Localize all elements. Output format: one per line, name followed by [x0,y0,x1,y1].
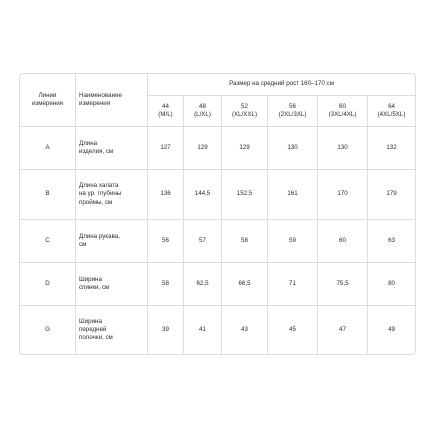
table-cell: 130 [318,127,368,170]
row-label: G [20,306,76,354]
table-cell: 58 [148,263,184,306]
table-cell: 60 [318,220,368,263]
table-cell: 63 [368,220,415,263]
table-cell: 56 [148,220,184,263]
row-name: Длина рукава, см [76,220,148,263]
row-label: A [20,127,76,170]
header-size-44: 44 (M/L) [148,96,184,127]
table-cell: 80 [368,263,415,306]
table-cell: 57 [184,220,222,263]
table-cell: 179 [368,170,415,220]
table-cell: 136 [148,170,184,220]
table-cell: 130 [268,127,318,170]
table-row [20,306,415,354]
table-cell: 170 [318,170,368,220]
size-table [19,73,416,355]
table-cell: 45 [268,306,318,354]
row-label: B [20,170,76,220]
row-label: C [20,220,76,263]
table-cell: 75,5 [318,263,368,306]
header-measurement-lines: Линии измерения [20,74,76,127]
table-cell: 47 [318,306,368,354]
table-cell: 71 [268,263,318,306]
row-name: Длина изделия, см [76,127,148,170]
row-name: Длина халата на ур. глубины проймы, см [76,170,148,220]
table-row [20,263,415,306]
header-size-56: 56 (2XL/3XL) [268,96,318,127]
table-row [20,170,415,220]
header-size-52: 52 (XL/XXL) [222,96,268,127]
table-row [20,127,415,170]
header-measurement-name: Наименование измерения [76,74,148,127]
row-label: D [20,263,76,306]
table-row [20,220,415,263]
row-name: Ширина спинки, см [76,263,148,306]
table-cell: 58 [222,220,268,263]
table-cell: 66,5 [222,263,268,306]
table-cell: 132 [368,127,415,170]
table-cell: 127 [148,127,184,170]
table-cell: 62,5 [184,263,222,306]
table-cell: 49 [388,325,395,333]
row-name: Ширина передней полочки, см [76,306,148,354]
header-size-64: 64 (4XL/5XL) [368,96,415,127]
table-cell: 59 [268,220,318,263]
header-size-60: 60 (3XL/4XL) [318,96,368,127]
table-cell: 161 [268,170,318,220]
table-cell: 129 [184,127,222,170]
table-cell: 152,5 [222,170,268,220]
table-cell: 39 [148,306,184,354]
header-size-group: Размер на средний рост 160–170 см [148,74,415,96]
table-cell: 144,5 [184,170,222,220]
header-size-48: 48 (L/XL) [184,96,222,127]
table-cell: 43 [222,306,268,354]
table-cell: 41 [184,306,222,354]
header-row-top [20,74,415,96]
table-cell: 129 [222,127,268,170]
size-chart [19,73,414,355]
